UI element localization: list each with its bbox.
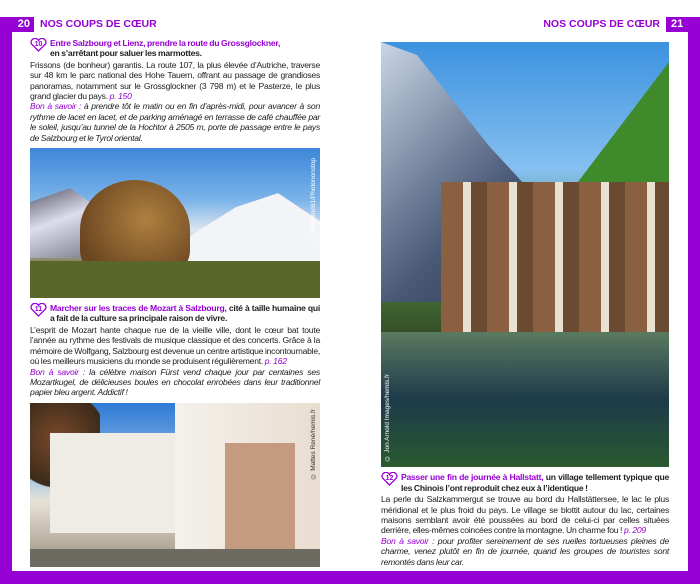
photo-credit: © Jon Arnold Images/hemis.fr — [384, 373, 391, 462]
photo-hallstatt — [381, 42, 669, 467]
tip: Bon à savoir : pour profiter sereinement de ses ruelles tortueuses pleines de charme, venez plutôt en fin de journée, quand les groupes de touristes sont remontés dans leur car. — [381, 535, 669, 567]
item-heading: 11 Marcher sur les traces de Mozart à Salzbourg, cité à taille humaine qui a fait de la culture sa principale raison de vivre. — [30, 303, 320, 324]
heart-number-icon: 11 — [30, 303, 47, 317]
highlight-item-11 — [30, 303, 320, 398]
heart-number-icon: 10 — [30, 38, 47, 52]
page-frame-bottom — [0, 571, 700, 584]
heart-number-icon: 12 — [381, 472, 398, 486]
right-page-column — [381, 42, 669, 567]
page-number-left: 20 — [0, 17, 34, 32]
highlight-item-10 — [30, 38, 320, 143]
running-head-left: NOS COUPS DE CŒUR — [40, 18, 157, 30]
page-ref-link[interactable]: p. 162 — [264, 356, 287, 367]
photo-salzburg — [30, 403, 320, 567]
item-body: Frissons (de bonheur) garantis. La route 107, la plus élevée d’Autriche, traverse sur 48 km le parc national des Hohe Tauern, offrant au passage de grandioses panoramas, notamment sur le Grossglockner (3 798 m) et le Pasterze, le plus grand glacier du pays. p. 150 — [30, 59, 320, 102]
item-heading: 12 Passer une fin de journée à Hallstatt, un village tellement typique que les Chinois l’ont reproduit chez eux à l’identique ! — [381, 472, 669, 493]
running-head-right: NOS COUPS DE CŒUR — [543, 18, 660, 30]
page-frame-left — [0, 17, 12, 584]
page-frame-right — [688, 17, 700, 584]
page-ref-link[interactable]: p. 209 — [623, 525, 646, 536]
item-heading: 10 Entre Salzbourg et Lienz, prendre la route du Grossglockner, en s’arrêtant pour saluer les marmottes. — [30, 38, 320, 59]
photo-credit: © Westend61/Photononstop — [310, 158, 317, 242]
photo-marmot — [30, 148, 320, 298]
page-ref-link[interactable]: p. 150 — [109, 91, 132, 102]
tip: Bon à savoir : la célèbre maison Fürst vend chaque jour par centaines ses Mozartkugel, de délicieuses boules en chocolat enrobées dans leur traditionnel papier bleu argent. Addictif ! — [30, 366, 320, 398]
photo-credit: © Mattes René/hemis.fr — [310, 408, 317, 480]
item-body: L’esprit de Mozart hante chaque rue de la vieille ville, dont le cœur bat toute l’année au rythme des festivals de musique classique et des concerts. Grâce à la mémoire de Wolfgang, Salzbourg est devenue un centre artistique incontournable, où les meilleurs musiciens du monde se produisent régulièrement. p. 162 — [30, 324, 320, 367]
item-body: La perle du Salzkammergut se trouve au bord du Hallstättersee, le lac le plus méridional et le plus froid du pays. Le village se blottit autour du lac, certaines maisons semblant avoir été poussées au bord de celui-ci par celles situées derrière, elles-mêmes coincées contre la montagne. Un charme fou ! p. 209 — [381, 494, 669, 536]
tip: Bon à savoir : à prendre tôt le matin ou en fin d’après-midi, pour avancer à son rythme de lacet en lacet, et de parking aménagé en terrasse de café chauffée par le soleil, jusqu’au tunnel de la Hochtor à 2505 m, porte de passage entre le pays de Salzbourg et le Tyrol oriental. — [30, 101, 320, 143]
highlight-item-12 — [381, 472, 669, 567]
left-page-column — [30, 38, 320, 567]
page-number-right: 21 — [666, 17, 700, 32]
